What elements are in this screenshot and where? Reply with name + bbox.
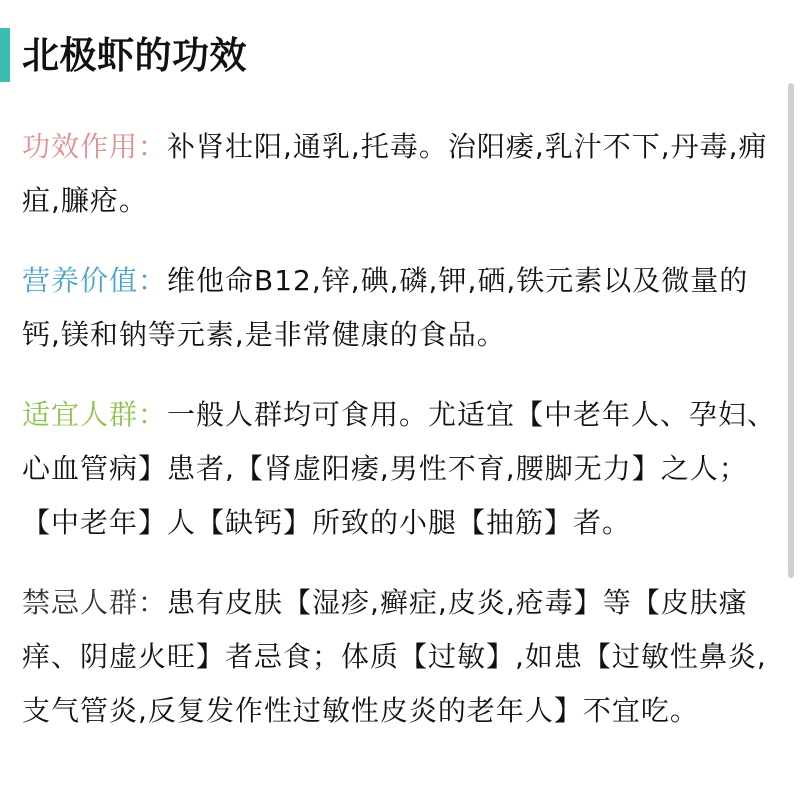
section-text-suitable-people: 一般人群均可食用。尤适宜【中老年人、孕妇、心血管病】患者,【肾虚阳痿,男性不育,腰脚无力】之人；【中老年】人【缺钙】所致的小腿【抽筋】者。 [22, 398, 777, 539]
section-label-taboo-people: 禁忌人群： [22, 586, 168, 619]
section-effects [22, 120, 777, 228]
title-accent-bar [0, 28, 10, 82]
section-text-taboo-people: 患有皮肤【湿疹,癣症,皮炎,疮毒】等【皮肤瘙痒、阴虚火旺】者忌食；体质【过敏】,如患【过敏性鼻炎,支气管炎,反复发作性过敏性皮炎的老年人】不宜吃。 [22, 586, 767, 727]
section-label-effects: 功效作用： [22, 130, 168, 163]
section-taboo-people [22, 576, 777, 738]
section-nutrition [22, 254, 777, 362]
page-title: 北极虾的功效 [22, 34, 247, 77]
section-label-suitable-people: 适宜人群： [22, 398, 168, 431]
article-body [22, 120, 777, 764]
section-text-nutrition: 维他命B12,锌,碘,磷,钾,硒,铁元素以及微量的钙,镁和钠等元素,是非常健康的食品。 [22, 264, 749, 351]
section-suitable-people [22, 388, 777, 550]
section-label-nutrition: 营养价值： [22, 264, 168, 297]
section-text-effects: 补肾壮阳,通乳,托毒。治阳痿,乳汁不下,丹毒,痈疽,臁疮。 [22, 130, 768, 217]
scrollbar[interactable] [788, 83, 794, 578]
